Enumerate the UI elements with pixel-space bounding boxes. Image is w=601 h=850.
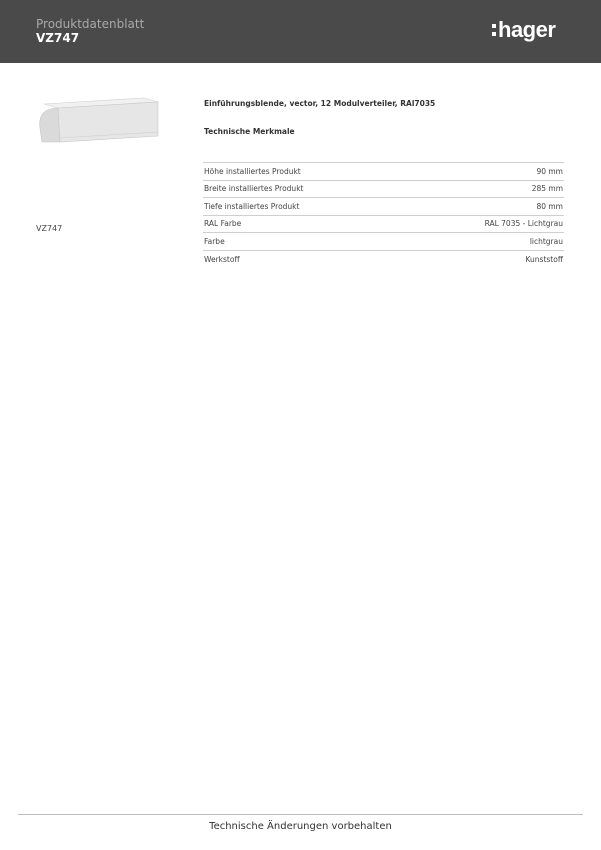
spec-label: Höhe installiertes Produkt [203,163,404,181]
document-code: VZ747 [36,31,80,45]
footer-divider [18,814,583,815]
product-image [34,94,164,148]
specs-section-title: Technische Merkmale [204,127,295,136]
spec-label: RAL Farbe [203,215,404,233]
spec-value: 80 mm [404,198,564,216]
spec-label: Farbe [203,233,404,251]
table-row [203,215,564,233]
table-row [203,180,564,198]
page-header [0,0,601,63]
table-row [203,198,564,216]
document-type: Produktdatenblatt [36,17,145,31]
spec-value: 285 mm [404,180,564,198]
spec-label: Breite installiertes Produkt [203,180,404,198]
footer-note: Technische Änderungen vorbehalten [209,821,392,832]
spec-label: Tiefe installiertes Produkt [203,198,404,216]
spec-label: Werkstoff [203,250,404,268]
logo-colon-icon [492,24,496,36]
specs-table [203,162,564,268]
product-title: Einführungsblende, vector, 12 Modulverteiler, RAl7035 [204,99,436,108]
spec-value: lichtgrau [404,233,564,251]
table-row [203,233,564,251]
spec-value: Kunststoff [404,250,564,268]
logo-text: hager [498,17,556,42]
spec-value: 90 mm [404,163,564,181]
table-row [203,163,564,181]
table-row [203,250,564,268]
spec-value: RAL 7035 - Lichtgrau [404,215,564,233]
product-code-label: VZ747 [36,224,63,233]
hager-logo [492,16,555,44]
